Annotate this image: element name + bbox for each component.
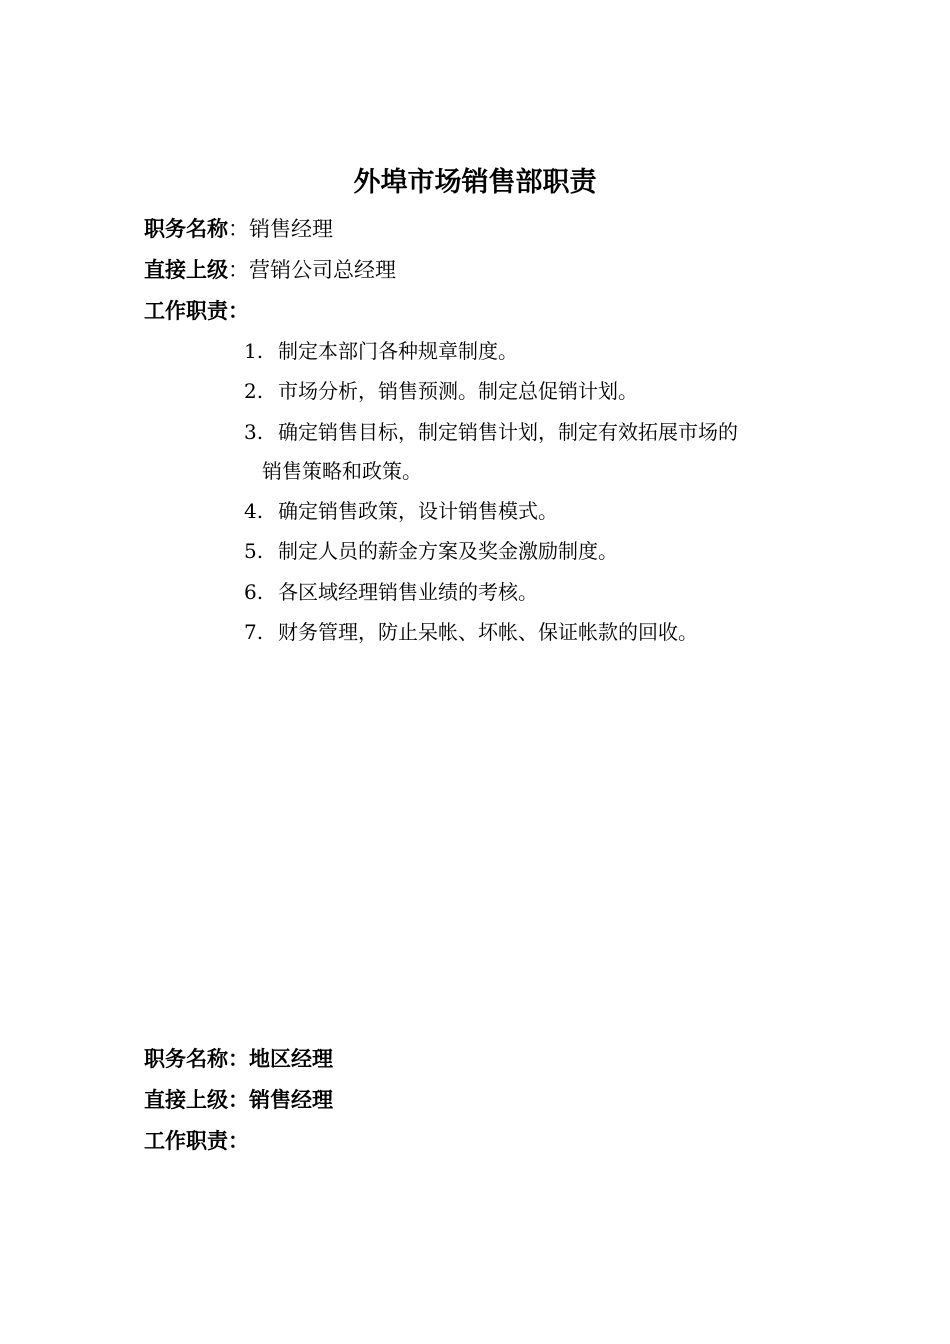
document-title: 外埠市场销售部职责	[353, 167, 597, 198]
duty-number: 6.	[244, 580, 264, 604]
duties-label: 工作职责：	[144, 298, 249, 323]
duty-item	[244, 536, 618, 566]
duty-item	[244, 617, 698, 647]
duty-text: 制定本部门各种规章制度。	[278, 339, 518, 363]
duties-heading	[144, 296, 249, 326]
duty-item	[244, 417, 738, 447]
duties-heading-2	[144, 1126, 249, 1156]
position-value: 销售经理	[249, 217, 333, 241]
superior-value: 营销公司总经理	[249, 258, 396, 282]
duty-item	[244, 376, 638, 406]
duties-label: 工作职责：	[144, 1128, 249, 1153]
position-label: 职务名称：	[144, 1046, 249, 1071]
duty-number: 7.	[244, 620, 264, 644]
duty-text: 确定销售政策，设计销售模式。	[278, 499, 558, 523]
superior-label: 直接上级：	[144, 1087, 249, 1112]
duty-text: 各区域经理销售业绩的考核。	[278, 580, 538, 604]
position-label: 职务名称	[144, 216, 228, 241]
superior-label: 直接上级	[144, 257, 228, 282]
position-line-2	[144, 1044, 333, 1074]
superior-value: 销售经理	[249, 1087, 333, 1112]
duty-text: 财务管理，防止呆帐、坏帐、保证帐款的回收。	[278, 620, 698, 644]
duty-number: 4.	[244, 499, 264, 523]
duty-item	[244, 336, 518, 366]
colon: ：	[228, 217, 249, 241]
superior-line	[144, 255, 396, 285]
duty-text: 确定销售目标，制定销售计划，制定有效拓展市场的	[278, 420, 738, 444]
duty-number: 3.	[244, 420, 264, 444]
duty-number: 1.	[244, 339, 264, 363]
duty-text: 市场分析，销售预测。制定总促销计划。	[278, 379, 638, 403]
position-line	[144, 214, 333, 244]
colon: ：	[228, 258, 249, 282]
duty-text-continued: 销售策略和政策。	[262, 459, 422, 483]
duty-item	[244, 577, 538, 607]
duty-text: 制定人员的薪金方案及奖金激励制度。	[278, 539, 618, 563]
superior-line-2	[144, 1085, 333, 1115]
duty-number: 5.	[244, 539, 264, 563]
duty-number: 2.	[244, 379, 264, 403]
duty-item	[244, 496, 558, 526]
position-value: 地区经理	[249, 1046, 333, 1071]
